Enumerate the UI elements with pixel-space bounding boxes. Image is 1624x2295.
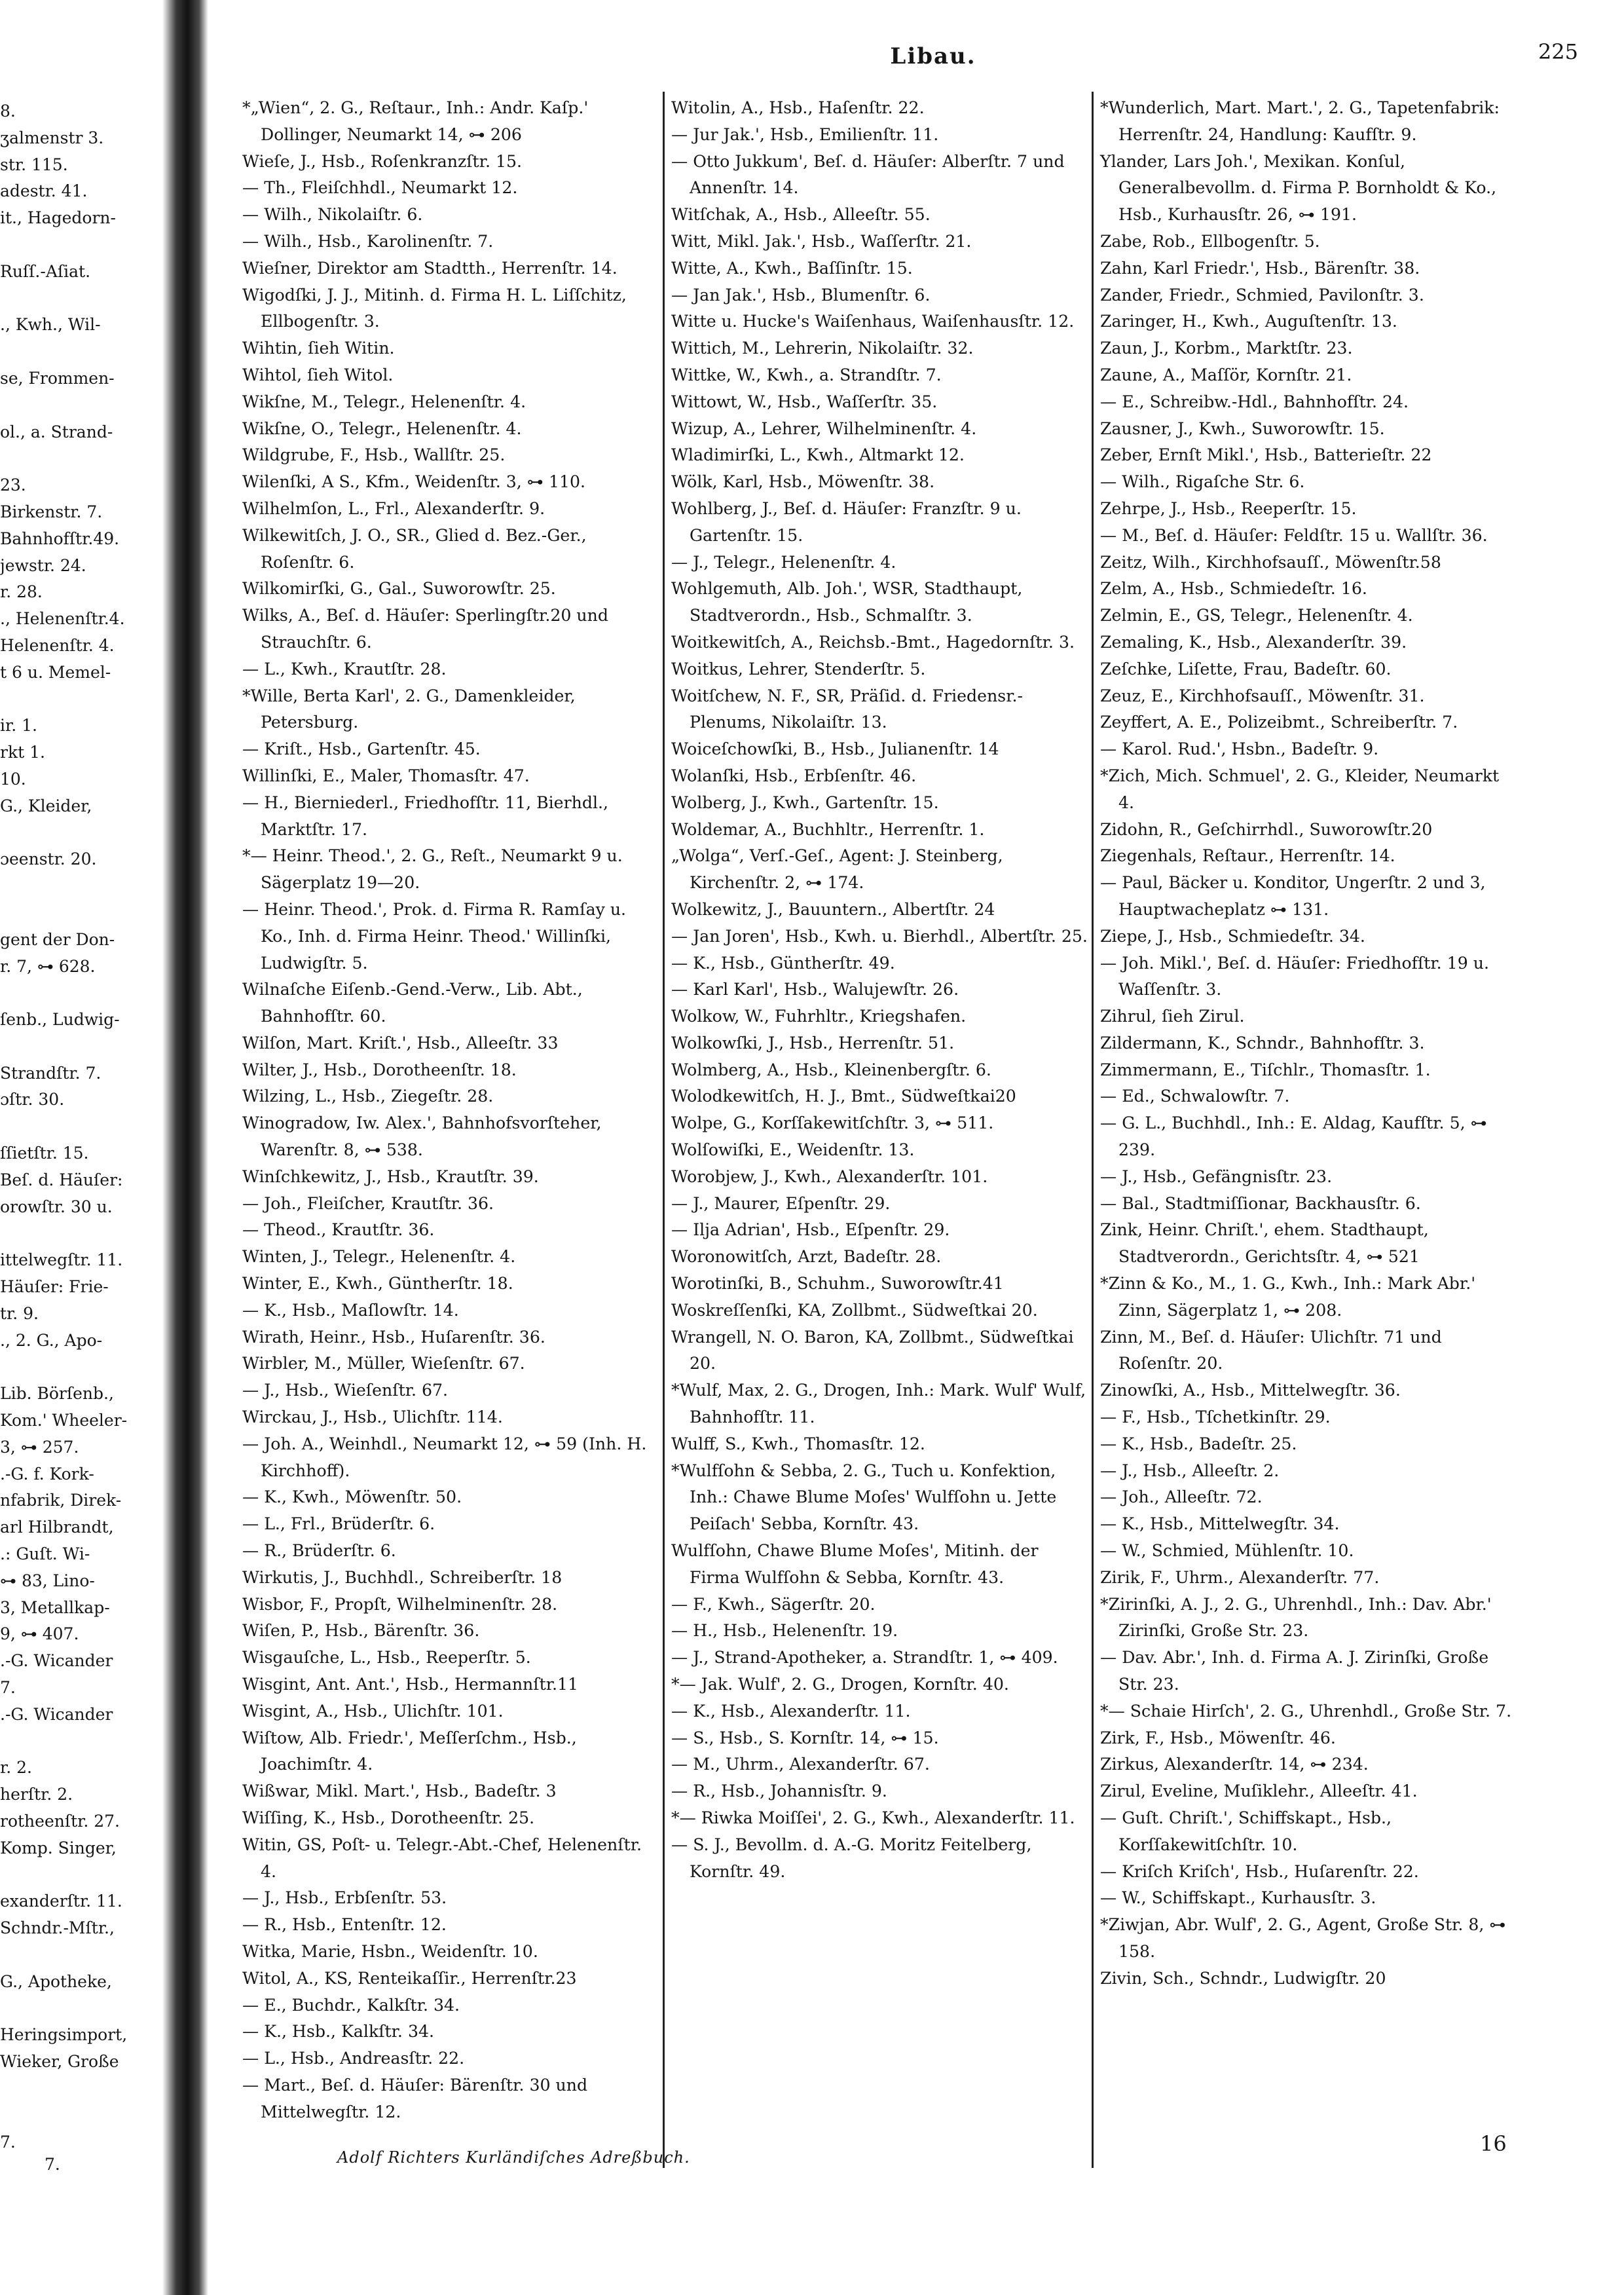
- strip-line: [0, 1942, 196, 1969]
- strip-line: jewstr. 24.: [0, 555, 86, 575]
- strip-line: [0, 1996, 196, 2023]
- strip-line: 7.: [0, 1678, 16, 1698]
- directory-entry: *Wulfſohn & Sebba, 2. G., Tuch u. Konfektion, Inh.: Chawe Blume Moſes' Wulfſohn u. Jette Peiſach' Sebba, Kornſtr. 43.: [671, 1461, 1057, 1534]
- directory-entry: Witte, A., Kwh., Baſſinſtr. 15.: [671, 258, 913, 278]
- strip-line: [0, 1862, 196, 1889]
- directory-entry: Zirkus, Alexanderſtr. 14, ⊶ 234.: [1100, 1755, 1369, 1774]
- directory-entry: — J., Hsb., Alleeſtr. 2.: [1100, 1461, 1280, 1480]
- directory-entry: Zinn, M., Beſ. d. Häuſer: Ulichſtr. 71 und Roſenſtr. 20.: [1100, 1327, 1442, 1373]
- directory-entry: — K., Hsb., Mittelwegſtr. 34.: [1100, 1514, 1340, 1534]
- directory-entry: Zirk, F., Hsb., Möwenſtr. 46.: [1100, 1728, 1336, 1747]
- strip-line: nfabrik, Direk-: [0, 1491, 122, 1510]
- strip-line: ɔſtr. 30.: [0, 1090, 65, 1110]
- directory-entry: — K., Hsb., Alexanderſtr. 11.: [671, 1701, 911, 1721]
- directory-entry: Wikſne, M., Telegr., Helenenſtr. 4.: [242, 392, 526, 411]
- directory-entry: — M., Uhrm., Alexanderſtr. 67.: [671, 1755, 930, 1774]
- publisher-footer: Adolf Richters Kurländiſches Adreßbuch.: [337, 2148, 690, 2167]
- strip-line: [0, 339, 196, 365]
- column-divider: [663, 92, 665, 2168]
- directory-entry: — Joh. A., Weinhdl., Neumarkt 12, ⊶ 59 (Inh. H. Kirchhoff).: [242, 1434, 647, 1480]
- directory-entry: — Heinr. Theod.', Prok. d. Firma R. Ramſay u. Ko., Inh. d. Firma Heinr. Theod.' Willinſki, Ludwigſtr. 5.: [242, 899, 627, 973]
- directory-entry: Zimmermann, E., Tiſchlr., Thomasſtr. 1.: [1100, 1060, 1431, 1079]
- directory-entry: Wittke, W., Kwh., a. Strandſtr. 7.: [671, 365, 942, 384]
- directory-entry: *Wille, Berta Karl', 2. G., Damenkleider, Petersburg.: [242, 686, 576, 732]
- directory-entry: — Joh. Mikl.', Beſ. d. Häuſer: Friedhofſtr. 19 u. Waſſenſtr. 3.: [1100, 953, 1489, 999]
- directory-entry: — R., Hsb., Johannisſtr. 9.: [671, 1782, 887, 1801]
- directory-entry: Woskreſſenſki, KA, Zollbmt., Südweſtkai 20.: [671, 1300, 1038, 1320]
- strip-line: ol., a. Strand-: [0, 422, 113, 441]
- directory-entry: Ziepe, J., Hsb., Schmiedeſtr. 34.: [1100, 926, 1365, 946]
- page-title: Libau.: [890, 43, 976, 69]
- directory-entry: — Guſt. Chriſt.', Schiffskapt., Hsb., Korſſakewitſchſtr. 10.: [1100, 1808, 1392, 1854]
- strip-line: Lib. Börſenb.,: [0, 1384, 114, 1404]
- directory-entry: Willinſki, E., Maler, Thomasſtr. 47.: [242, 766, 530, 785]
- directory-entry: — L., Hsb., Andreasſtr. 22.: [242, 2049, 465, 2068]
- directory-entry: — K., Hsb., Güntherſtr. 49.: [671, 953, 895, 973]
- directory-entry: — Wilh., Rigaſche Str. 6.: [1100, 472, 1305, 492]
- strip-line: ſenb., Ludwig-: [0, 1010, 120, 1030]
- directory-entry: Zihrul, ſieh Zirul.: [1100, 1007, 1245, 1026]
- directory-entry: *Zinn & Ko., M., 1. G., Kwh., Inh.: Mark Abr.' Zinn, Sägerplatz 1, ⊶ 208.: [1100, 1274, 1476, 1320]
- directory-entry: Zeuz, E., Kirchhofsauſſ., Möwenſtr. 31.: [1100, 686, 1425, 705]
- strip-line: Birkenstr. 7.: [0, 502, 103, 521]
- directory-entry: Wolkewitz, J., Bauuntern., Albertſtr. 24: [671, 899, 995, 919]
- directory-entry: Zausner, J., Kwh., Suworowſtr. 15.: [1100, 419, 1385, 438]
- directory-entry: Wilkomirſki, G., Gal., Suworowſtr. 25.: [242, 579, 556, 599]
- strip-line: 23.: [0, 476, 26, 495]
- previous-page-strip: [0, 98, 196, 2152]
- directory-entry: Wulfſohn, Chawe Blume Moſes', Mitinh. der Firma Wulfſohn & Sebba, Kornſtr. 43.: [671, 1541, 1039, 1587]
- directory-entry: — K., Hsb., Maſlowſtr. 14.: [242, 1300, 459, 1320]
- directory-entry: Wölk, Karl, Hsb., Möwenſtr. 38.: [671, 472, 935, 492]
- strip-line: [0, 1220, 196, 1247]
- strip-line: 8.: [0, 102, 16, 121]
- directory-entry: — J., Strand-Apotheker, a. Strandſtr. 1, ⊶ 409.: [671, 1648, 1058, 1668]
- directory-entry: Wirath, Heinr., Hsb., Huſarenſtr. 36.: [242, 1327, 545, 1347]
- directory-entry: Witin, GS, Poſt- u. Telegr.-Abt.-Chef, Helenenſtr. 4.: [242, 1835, 642, 1881]
- strip-line: [0, 232, 196, 259]
- strip-line: [0, 1113, 196, 1140]
- directory-entry: — Ilja Adrian', Hsb., Eſpenſtr. 29.: [671, 1220, 950, 1240]
- strip-line: [0, 445, 196, 472]
- directory-entry: Zaringer, H., Kwh., Auguſtenſtr. 13.: [1100, 312, 1397, 331]
- directory-entry: — R., Brüderſtr. 6.: [242, 1541, 396, 1561]
- directory-entry: — Paul, Bäcker u. Konditor, Ungerſtr. 2 und 3, Hauptwacheplatz ⊶ 131.: [1100, 873, 1486, 919]
- directory-entry: Wisgint, A., Hsb., Ulichſtr. 101.: [242, 1701, 504, 1721]
- strip-line: [0, 2102, 196, 2129]
- strip-line: Strandſtr. 7.: [0, 1063, 101, 1083]
- directory-entry: Winter, E., Kwh., Güntherſtr. 18.: [242, 1274, 513, 1294]
- directory-entry: — M., Beſ. d. Häuſer: Feldſtr. 15 u. Wallſtr. 36.: [1100, 525, 1488, 545]
- directory-entry: — R., Hsb., Entenſtr. 12.: [242, 1915, 447, 1935]
- directory-entry: *— Heinr. Theod.', 2. G., Reſt., Neumarkt 9 u. Sägerplatz 19—20.: [242, 846, 623, 893]
- strip-line: [0, 286, 196, 312]
- directory-column-1: [242, 95, 661, 2138]
- strip-footer: 7.: [45, 2155, 60, 2174]
- directory-entry: Wihtol, ſieh Witol.: [242, 365, 394, 384]
- directory-entry: Zabe, Rob., Ellbogenſtr. 5.: [1100, 231, 1320, 251]
- directory-entry: Woldemar, A., Buchhltr., Herrenſtr. 1.: [671, 819, 985, 839]
- directory-entry: Wolanſki, Hsb., Erbſenſtr. 46.: [671, 766, 917, 785]
- directory-entry: — Jur Jak.', Hsb., Emilienſtr. 11.: [671, 124, 939, 144]
- directory-entry: — S., Hsb., S. Kornſtr. 14, ⊶ 15.: [671, 1728, 939, 1747]
- directory-entry: Zeſchke, Liſette, Frau, Badeſtr. 60.: [1100, 659, 1392, 679]
- directory-entry: „Wolga“, Verſ.-Geſ., Agent: J. Steinberg, Kirchenſtr. 2, ⊶ 174.: [671, 846, 1003, 893]
- signature-mark: 16: [1480, 2131, 1507, 2156]
- directory-entry: Zehrpe, J., Hsb., Reeperſtr. 15.: [1100, 498, 1357, 518]
- directory-entry: Wilkewitſch, J. O., SR., Glied d. Bez.-Ger., Roſenſtr. 6.: [242, 525, 587, 572]
- directory-column-2: [671, 95, 1090, 2138]
- directory-entry: — Otto Jukkum', Beſ. d. Häuſer: Alberſtr. 7 und Annenſtr. 14.: [671, 151, 1065, 198]
- directory-entry: Wilzing, L., Hsb., Ziegeſtr. 28.: [242, 1087, 494, 1106]
- directory-entry: Wolberg, J., Kwh., Gartenſtr. 15.: [671, 793, 939, 812]
- directory-entry: Zeyffert, A. E., Polizeibmt., Schreiberſtr. 7.: [1100, 713, 1458, 732]
- strip-line: gent der Don-: [0, 929, 115, 949]
- directory-entry: *Zich, Mich. Schmuel', 2. G., Kleider, Neumarkt 4.: [1100, 766, 1500, 812]
- directory-entry: Zelmin, E., GS, Telegr., Helenenſtr. 4.: [1100, 606, 1413, 625]
- directory-entry: Winogradow, Iw. Alex.', Bahnhofsvorſteher, Warenſtr. 8, ⊶ 538.: [242, 1113, 602, 1160]
- directory-entry: Zeber, Ernſt Mikl.', Hsb., Batterieſtr. 22: [1100, 445, 1432, 465]
- strip-line: str. 115.: [0, 155, 68, 174]
- directory-entry: Zildermann, K., Schndr., Bahnhofſtr. 3.: [1100, 1033, 1425, 1053]
- directory-entry: — J., Hsb., Erbſenſtr. 53.: [242, 1888, 447, 1908]
- strip-line: ittelwegſtr. 11.: [0, 1250, 123, 1270]
- directory-entry: Wolpe, G., Korſſakewitſchſtr. 3, ⊶ 511.: [671, 1113, 994, 1133]
- directory-entry: Winten, J., Telegr., Helenenſtr. 4.: [242, 1247, 516, 1267]
- directory-entry: Woitkus, Lehrer, Stenderſtr. 5.: [671, 659, 926, 679]
- directory-entry: Woitſchew, N. F., SR, Präſid. d. Friedensr.-Plenums, Nikolaiſtr. 13.: [671, 686, 1023, 732]
- directory-entry: — Joh., Alleeſtr. 72.: [1100, 1487, 1263, 1507]
- strip-line: se, Frommen-: [0, 368, 115, 388]
- directory-entry: Zaun, J., Korbm., Marktſtr. 23.: [1100, 339, 1353, 358]
- directory-entry: — E., Buchdr., Kalkſtr. 34.: [242, 1995, 460, 2015]
- directory-entry: Zidohn, R., Geſchirrhdl., Suworowſtr.20: [1100, 819, 1433, 839]
- strip-line: [0, 1728, 196, 1755]
- directory-entry: Zaune, A., Maſſör, Kornſtr. 21.: [1100, 365, 1352, 384]
- directory-entry: Zander, Friedr., Schmied, Pavilonſtr. 3.: [1100, 285, 1424, 305]
- directory-entry: Ziegenhals, Reſtaur., Herrenſtr. 14.: [1100, 846, 1395, 866]
- strip-line: Wieker, Große: [0, 2052, 119, 2072]
- strip-line: ɔeenstr. 20.: [0, 849, 97, 869]
- directory-entry: Wirckau, J., Hsb., Ulichſtr. 114.: [242, 1408, 503, 1427]
- directory-entry: Woronowitſch, Arzt, Badeſtr. 28.: [671, 1247, 942, 1267]
- strip-line: ir. 1.: [0, 716, 37, 736]
- strip-line: G., Apotheke,: [0, 1971, 112, 1991]
- directory-entry: Wiſſing, K., Hsb., Dorotheenſtr. 25.: [242, 1808, 535, 1827]
- directory-entry: — Karl Karl', Hsb., Walujewſtr. 26.: [671, 980, 959, 999]
- directory-entry: Zeitz, Wilh., Kirchhofsauſſ., Möwenſtr.58: [1100, 552, 1441, 572]
- directory-entry: Woitkewitſch, A., Reichsb.-Bmt., Hagedornſtr. 3.: [671, 632, 1075, 652]
- strip-line: [0, 900, 196, 927]
- directory-entry: *Ziwjan, Abr. Wulf', 2. G., Agent, Große Str. 8, ⊶ 158.: [1100, 1915, 1506, 1961]
- directory-entry: — Dav. Abr.', Inh. d. Firma A. J. Zirinſki, Große Str. 23.: [1100, 1648, 1489, 1694]
- strip-line: Schndr.-Mſtr.,: [0, 1918, 115, 1938]
- directory-entry: — F., Kwh., Sägerſtr. 20.: [671, 1594, 876, 1614]
- directory-entry: Wolſowiſki, E., Weidenſtr. 13.: [671, 1140, 915, 1160]
- directory-entry: Wilks, A., Beſ. d. Häuſer: Sperlingſtr.20 und Strauchſtr. 6.: [242, 606, 608, 652]
- strip-line: r. 7, ⊶ 628.: [0, 956, 96, 976]
- directory-entry: Witka, Marie, Hsbn., Weidenſtr. 10.: [242, 1941, 538, 1961]
- strip-line: it., Hagedorn-: [0, 208, 116, 228]
- directory-entry: Wolodkewitſch, H. J., Bmt., Südweſtkai20: [671, 1087, 1016, 1106]
- directory-entry: Wolkow, W., Fuhrhltr., Kriegshafen.: [671, 1007, 967, 1026]
- page-number: 225: [1538, 39, 1578, 64]
- directory-entry: Wihtin, ſieh Witin.: [242, 339, 395, 358]
- directory-entry: Wilenſki, A S., Kfm., Weidenſtr. 3, ⊶ 110.: [242, 472, 586, 492]
- directory-entry: — Theod., Krautſtr. 36.: [242, 1220, 435, 1240]
- strip-line: orowſtr. 30 u.: [0, 1197, 113, 1216]
- directory-entry: — H., Bierniederl., Friedhofſtr. 11, Bierhdl., Marktſtr. 17.: [242, 793, 609, 839]
- directory-entry: *Zirinſki, A. J., 2. G., Uhrenhdl., Inh.: Dav. Abr.' Zirinſki, Große Str. 23.: [1100, 1594, 1492, 1641]
- strip-line: Heringsimport,: [0, 2025, 128, 2045]
- column-divider: [1092, 92, 1094, 2168]
- directory-entry: Zemaling, K., Hsb., Alexanderſtr. 39.: [1100, 632, 1407, 652]
- directory-entry: Wiſtow, Alb. Friedr.', Meſſerſchm., Hsb., Joachimſtr. 4.: [242, 1728, 577, 1774]
- directory-entry: Wolmberg, A., Hsb., Kleinenbergſtr. 6.: [671, 1060, 991, 1079]
- strip-line: [0, 2076, 196, 2102]
- directory-entry: *— Schaie Hirſch', 2. G., Uhrenhdl., Große Str. 7.: [1100, 1701, 1512, 1721]
- directory-entry: — W., Schmied, Mühlenſtr. 10.: [1100, 1541, 1354, 1561]
- strip-line: [0, 392, 196, 419]
- directory-entry: Wirbler, M., Müller, Wieſenſtr. 67.: [242, 1354, 525, 1373]
- directory-entry: Witt, Mikl. Jak.', Hsb., Waſſerſtr. 21.: [671, 231, 972, 251]
- strip-line: Häuſer: Frie-: [0, 1277, 109, 1297]
- directory-entry: Wladimirſki, L., Kwh., Altmarkt 12.: [671, 445, 965, 465]
- directory-entry: Ylander, Lars Joh.', Mexikan. Konſul, Generalbevollm. d. Firma P. Bornholdt & Ko., Hsb., Kurhausſtr. 26, ⊶ 191.: [1100, 151, 1497, 225]
- strip-line: 10.: [0, 769, 26, 789]
- strip-line: .: Guſt. Wi-: [0, 1544, 90, 1564]
- directory-entry: — J., Hsb., Gefängnisſtr. 23.: [1100, 1166, 1333, 1186]
- strip-line: t 6 u. Memel-: [0, 662, 111, 682]
- directory-entry: — Bal., Stadtmiſſionar, Backhausſtr. 6.: [1100, 1193, 1421, 1213]
- directory-entry: — Ed., Schwalowſtr. 7.: [1100, 1087, 1290, 1106]
- directory-entry: — S. J., Bevollm. d. A.-G. Moritz Feitelberg, Kornſtr. 49.: [671, 1835, 1032, 1881]
- directory-entry: Wißwar, Mikl. Mart.', Hsb., Badeſtr. 3: [242, 1782, 557, 1801]
- strip-line: arl Hilbrandt,: [0, 1518, 114, 1537]
- directory-entry: Wohlgemuth, Alb. Joh.', WSR, Stadthaupt, Stadtverordn., Hsb., Schmalſtr. 3.: [671, 579, 1023, 625]
- directory-entry: Worobjew, J., Kwh., Alexanderſtr. 101.: [671, 1166, 988, 1186]
- directory-entry: Witolin, A., Hsb., Haſenſtr. 22.: [671, 98, 925, 117]
- directory-entry: — E., Schreibw.-Hdl., Bahnhofſtr. 24.: [1100, 392, 1409, 411]
- directory-entry: Wilhelmſon, L., Frl., Alexanderſtr. 9.: [242, 498, 545, 518]
- strip-line: 9, ⊶ 407.: [0, 1624, 79, 1644]
- strip-line: rotheenſtr. 27.: [0, 1812, 120, 1831]
- strip-line: r. 28.: [0, 582, 43, 602]
- directory-entry: — Kriſch Kriſch', Hsb., Huſarenſtr. 22.: [1100, 1861, 1419, 1881]
- directory-entry: Witſchak, A., Hsb., Alleeſtr. 55.: [671, 205, 931, 225]
- strip-line: 3, ⊶ 257.: [0, 1437, 79, 1457]
- strip-line: Kom.' Wheeler-: [0, 1411, 128, 1430]
- strip-line: [0, 1034, 196, 1060]
- directory-entry: — G. L., Buchhdl., Inh.: E. Aldag, Kaufſtr. 5, ⊶ 239.: [1100, 1113, 1487, 1160]
- strip-line: .-G. Wicander: [0, 1704, 113, 1724]
- directory-column-3: [1100, 95, 1519, 2138]
- strip-line: adestr. 41.: [0, 181, 88, 201]
- directory-entry: — J., Telegr., Helenenſtr. 4.: [671, 552, 896, 572]
- directory-entry: Zinowſki, A., Hsb., Mittelwegſtr. 36.: [1100, 1381, 1401, 1400]
- strip-line: [0, 980, 196, 1007]
- directory-entry: Wohlberg, J., Beſ. d. Häuſer: Franzſtr. 9 u. Gartenſtr. 15.: [671, 498, 1022, 545]
- directory-entry: — L., Kwh., Krautſtr. 28.: [242, 659, 447, 679]
- strip-line: 3, Metallkap-: [0, 1597, 110, 1617]
- strip-line: Helenenſtr. 4.: [0, 635, 115, 655]
- strip-line: rkt 1.: [0, 743, 45, 762]
- strip-line: tr. 9.: [0, 1303, 39, 1323]
- strip-line: herſtr. 2.: [0, 1785, 73, 1804]
- directory-entry: — K., Kwh., Möwenſtr. 50.: [242, 1487, 462, 1507]
- strip-line: [0, 820, 196, 847]
- strip-line: 7.: [0, 2132, 16, 2152]
- directory-entry: Wildgrube, F., Hsb., Wallſtr. 25.: [242, 445, 506, 465]
- directory-entry: *„Wien“, 2. G., Reſtaur., Inh.: Andr. Kaſp.' Dollinger, Neumarkt 14, ⊶ 206: [242, 98, 589, 144]
- directory-entry: Wirkutis, J., Buchhdl., Schreiberſtr. 18: [242, 1567, 563, 1587]
- directory-entry: Zelm, A., Hsb., Schmiedeſtr. 16.: [1100, 579, 1367, 599]
- strip-line: Beſ. d. Häuſer:: [0, 1170, 123, 1189]
- directory-entry: Wulff, S., Kwh., Thomasſtr. 12.: [671, 1434, 925, 1453]
- directory-entry: Worotinſki, B., Schuhm., Suworowſtr.41: [671, 1274, 1004, 1294]
- strip-line: [0, 1354, 196, 1381]
- directory-entry: Wizup, A., Lehrer, Wilhelminenſtr. 4.: [671, 419, 977, 438]
- directory-entry: Witol, A., KS, Renteikaſſir., Herrenſtr.23: [242, 1968, 577, 1988]
- directory-entry: Wittich, M., Lehrerin, Nikolaiſtr. 32.: [671, 339, 974, 358]
- directory-entry: *— Jak. Wulf', 2. G., Drogen, Kornſtr. 40.: [671, 1675, 1009, 1694]
- directory-entry: — H., Hsb., Helenenſtr. 19.: [671, 1621, 898, 1641]
- directory-entry: — J., Maurer, Eſpenſtr. 29.: [671, 1193, 891, 1213]
- directory-entry: — Th., Fleiſchhdl., Neumarkt 12.: [242, 178, 518, 198]
- directory-entry: — K., Hsb., Badeſtr. 25.: [1100, 1434, 1297, 1453]
- strip-line: Bahnhofſtr.49.: [0, 529, 120, 548]
- strip-line: [0, 686, 196, 713]
- strip-line: ſſietſtr. 15.: [0, 1144, 89, 1163]
- directory-entry: *— Riwka Moiſſei', 2. G., Kwh., Alexanderſtr. 11.: [671, 1808, 1075, 1827]
- directory-entry: — Mart., Beſ. d. Häuſer: Bärenſtr. 30 und Mittelwegſtr. 12.: [242, 2075, 588, 2121]
- strip-line: Ruſſ.-Aſiat.: [0, 261, 91, 281]
- directory-entry: Wigodſki, J. J., Mitinh. d. Firma H. L. Liſſchitz, Ellbogenſtr. 3.: [242, 285, 627, 331]
- directory-entry: Wikſne, O., Telegr., Helenenſtr. 4.: [242, 419, 522, 438]
- directory-entry: Zahn, Karl Friedr.', Hsb., Bärenſtr. 38.: [1100, 258, 1420, 278]
- directory-entry: Zirik, F., Uhrm., Alexanderſtr. 77.: [1100, 1567, 1380, 1587]
- directory-entry: — Karol. Rud.', Hsbn., Badeſtr. 9.: [1100, 739, 1379, 759]
- directory-entry: — W., Schiffskapt., Kurhausſtr. 3.: [1100, 1888, 1376, 1908]
- directory-entry: — Jan Joren', Hsb., Kwh. u. Bierhdl., Albertſtr. 25.: [671, 926, 1088, 946]
- directory-entry: *Wunderlich, Mart. Mart.', 2. G., Tapetenfabrik: Herrenſtr. 24, Handlung: Kaufſtr. 9.: [1100, 98, 1500, 144]
- directory-entry: Wieſner, Direktor am Stadtth., Herrenſtr. 14.: [242, 258, 618, 278]
- directory-entry: — Joh., Fleiſcher, Krautſtr. 36.: [242, 1193, 494, 1213]
- strip-line: G., Kleider,: [0, 796, 92, 815]
- directory-entry: — F., Hsb., Tſchetkinſtr. 29.: [1100, 1408, 1331, 1427]
- strip-line: .-G. f. Kork-: [0, 1464, 94, 1483]
- directory-entry: Wilſon, Mart. Kriſt.', Hsb., Alleeſtr. 33: [242, 1033, 559, 1053]
- directory-entry: Wisbor, F., Propſt, Wilhelminenſtr. 28.: [242, 1594, 558, 1614]
- directory-entry: — L., Frl., Brüderſtr. 6.: [242, 1514, 435, 1534]
- strip-line: ., Kwh., Wil-: [0, 315, 101, 335]
- directory-entry: — Jan Jak.', Hsb., Blumenſtr. 6.: [671, 285, 931, 305]
- directory-entry: — J., Hsb., Wieſenſtr. 67.: [242, 1381, 449, 1400]
- strip-line: .-G. Wicander: [0, 1651, 113, 1671]
- directory-entry: Zink, Heinr. Chriſt.', ehem. Stadthaupt, Stadtverordn., Gerichtsſtr. 4, ⊶ 521: [1100, 1220, 1429, 1267]
- directory-entry: *Wulf, Max, 2. G., Drogen, Inh.: Mark. Wulf' Wulf, Bahnhofſtr. 11.: [671, 1381, 1086, 1427]
- directory-entry: Wrangell, N. O. Baron, KA, Zollbmt., Südweſtkai 20.: [671, 1327, 1074, 1373]
- directory-entry: Zirul, Eveline, Muſiklehr., Alleeſtr. 41.: [1100, 1782, 1418, 1801]
- directory-entry: Witte u. Hucke's Waiſenhaus, Waiſenhausſtr. 12.: [671, 312, 1075, 331]
- directory-entry: Zivin, Sch., Schndr., Ludwigſtr. 20: [1100, 1968, 1386, 1988]
- strip-line: ⊶ 83, Lino-: [0, 1571, 95, 1590]
- directory-entry: Wilter, J., Hsb., Dorotheenſtr. 18.: [242, 1060, 517, 1079]
- directory-entry: Wolkowſki, J., Hsb., Herrenſtr. 51.: [671, 1033, 955, 1053]
- strip-line: r. 2.: [0, 1758, 32, 1778]
- directory-entry: — Wilh., Nikolaiſtr. 6.: [242, 205, 423, 225]
- directory-entry: — Wilh., Hsb., Karolinenſtr. 7.: [242, 231, 494, 251]
- directory-entry: — K., Hsb., Kalkſtr. 34.: [242, 2022, 435, 2042]
- strip-line: [0, 873, 196, 900]
- strip-line: ʒalmenstr 3.: [0, 128, 104, 147]
- strip-line: Komp. Singer,: [0, 1838, 117, 1857]
- directory-entry: Wisgauſche, L., Hsb., Reeperſtr. 5.: [242, 1648, 531, 1668]
- directory-entry: Wieſe, J., Hsb., Roſenkranzſtr. 15.: [242, 151, 523, 171]
- directory-entry: Winſchkewitz, J., Hsb., Krautſtr. 39.: [242, 1166, 539, 1186]
- strip-line: ., Helenenſtr.4.: [0, 609, 125, 629]
- directory-entry: — Kriſt., Hsb., Gartenſtr. 45.: [242, 739, 481, 759]
- directory-entry: Wisgint, Ant. Ant.', Hsb., Hermannſtr.11: [242, 1675, 579, 1694]
- page-header: [242, 39, 1578, 79]
- directory-entry: Wittowt, W., Hsb., Waſſerſtr. 35.: [671, 392, 938, 411]
- directory-entry: Wiſen, P., Hsb., Bärenſtr. 36.: [242, 1621, 480, 1641]
- strip-line: exanderſtr. 11.: [0, 1892, 122, 1911]
- directory-entry: Woiceſchowſki, B., Hsb., Julianenſtr. 14: [671, 739, 999, 759]
- directory-entry: Wilnaſche Eiſenb.-Gend.-Verw., Lib. Abt., Bahnhofſtr. 60.: [242, 980, 583, 1026]
- strip-line: ., 2. G., Apo-: [0, 1330, 103, 1350]
